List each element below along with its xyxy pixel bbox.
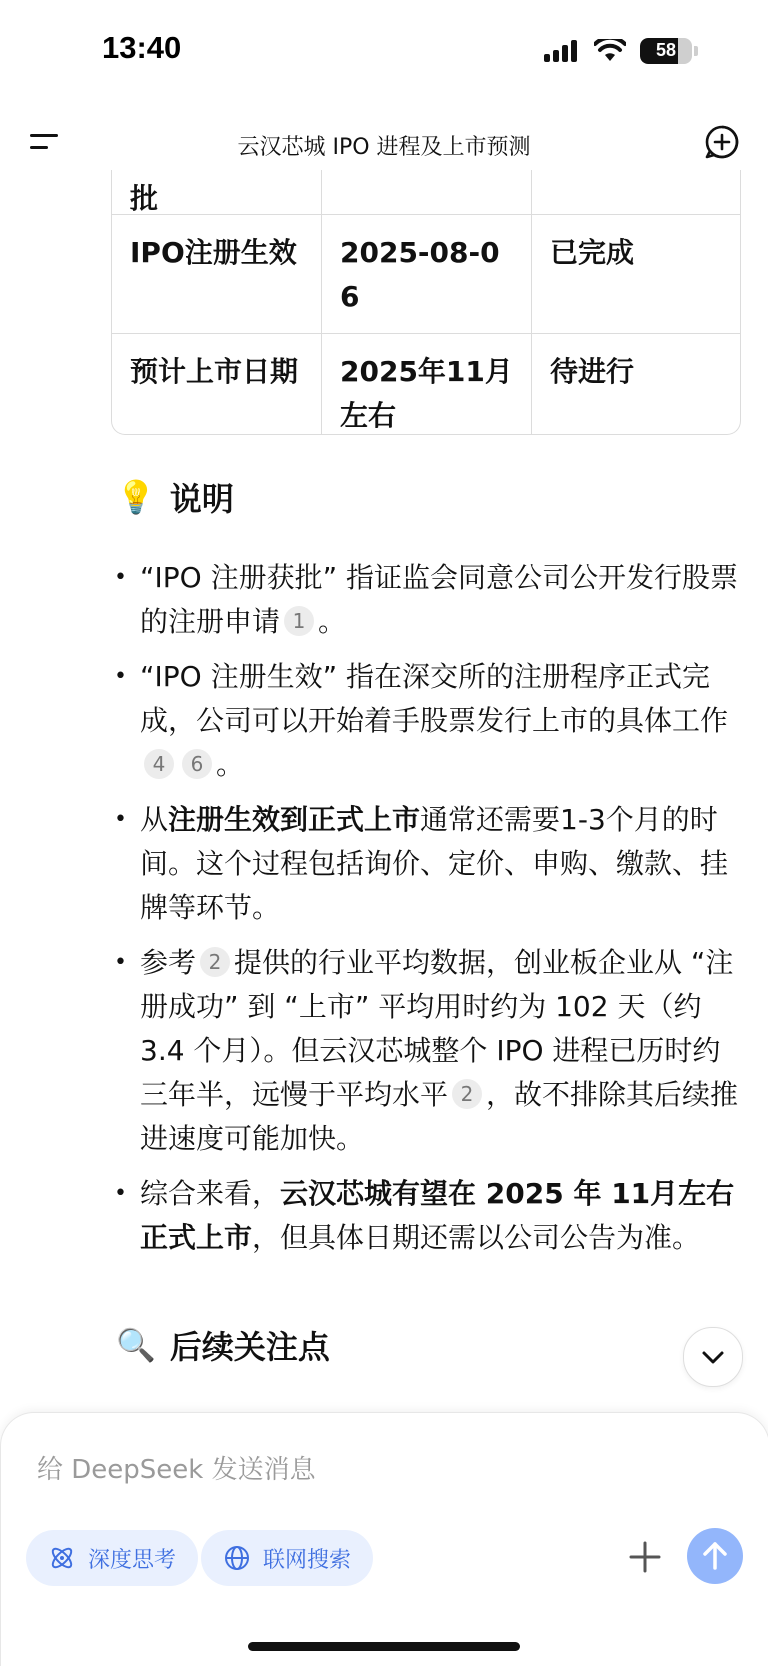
chevron-down-icon [684, 1328, 742, 1386]
signal-icon [544, 40, 580, 62]
notes-list [114, 556, 744, 1271]
citation-badge[interactable]: 4 [144, 749, 174, 779]
followup-title: 后续关注点 [169, 1328, 330, 1366]
plus-icon[interactable] [629, 1541, 661, 1573]
new-chat-icon[interactable] [704, 124, 740, 160]
followup-heading [116, 1322, 330, 1368]
web-search-button[interactable] [201, 1530, 373, 1586]
table-cell [532, 170, 741, 214]
ipo-timeline-table [111, 170, 741, 435]
deep-think-label: 深度思考 [88, 1547, 177, 1573]
wifi-icon [594, 39, 626, 63]
chat-header [0, 108, 768, 178]
table-row [112, 170, 740, 214]
message-input[interactable]: 给 DeepSeek 发送消息 [37, 1455, 316, 1485]
status-icons [544, 38, 698, 64]
list-item: • 综合来看，云汉芯城有望在 2025 年 11月左右正式上市，但具体日期还需以公司公告为准。 [114, 1172, 744, 1260]
magnifier-icon: 🔍 [116, 1326, 156, 1364]
deep-think-button[interactable] [26, 1530, 198, 1586]
arrow-up-icon [687, 1528, 743, 1584]
lightbulb-icon: 💡 [116, 478, 156, 516]
status-bar [0, 0, 768, 100]
table-row [112, 214, 740, 333]
list-item: • “IPO 注册获批” 指证监会同意公司公开发行股票的注册申请 1 。 [114, 556, 744, 644]
battery-level: 58 [655, 40, 677, 60]
globe-icon [223, 1544, 251, 1572]
scroll-down-button[interactable] [683, 1327, 743, 1387]
web-search-label: 联网搜索 [263, 1547, 352, 1573]
list-item: • 从注册生效到正式上市通常还需要1-3个月的时间。这个过程包括询价、定价、申购、缴款、挂牌等环节。 [114, 798, 744, 930]
citation-badge[interactable]: 2 [200, 947, 230, 977]
atom-icon [48, 1544, 76, 1572]
notes-title: 说明 [169, 480, 234, 518]
citation-badge[interactable]: 2 [452, 1079, 482, 1109]
home-indicator [248, 1642, 520, 1651]
table-cell-date: 2025年11月左右 [322, 333, 532, 435]
list-item: • 参考 2 提供的行业平均数据，创业板企业从 “注册成功” 到 “上市” 平均用时约为 102 天（约 3.4 个月）。但云汉芯城整个 IPO 进程已历时约三年半，远慢于平均水平 2 ，故不排除其后续推进速度可能加快。 [114, 941, 744, 1161]
citation-badge[interactable]: 6 [182, 749, 212, 779]
table-cell-status: 已完成 [532, 214, 741, 333]
status-time: 13:40 [102, 30, 182, 65]
citation-badge[interactable]: 1 [284, 606, 314, 636]
notes-heading [116, 474, 234, 520]
table-cell-status: 待进行 [532, 333, 741, 435]
table-cell-stage: 预计上市日期 [112, 333, 322, 435]
list-item: • “IPO 注册生效” 指在深交所的注册程序正式完成，公司可以开始着手股票发行上市的具体工作4 6 。 [114, 655, 744, 787]
battery-icon [640, 38, 692, 64]
message-composer [0, 1412, 768, 1666]
send-button[interactable] [687, 1528, 743, 1584]
table-cell: 批 [112, 170, 322, 214]
table-row [112, 333, 740, 435]
table-cell [322, 170, 532, 214]
table-cell-date: 2025-08-06 [322, 214, 532, 333]
chat-title[interactable]: 云汉芯城 IPO 进程及上市预测 [237, 135, 531, 160]
table-cell-stage: IPO注册生效 [112, 214, 322, 333]
